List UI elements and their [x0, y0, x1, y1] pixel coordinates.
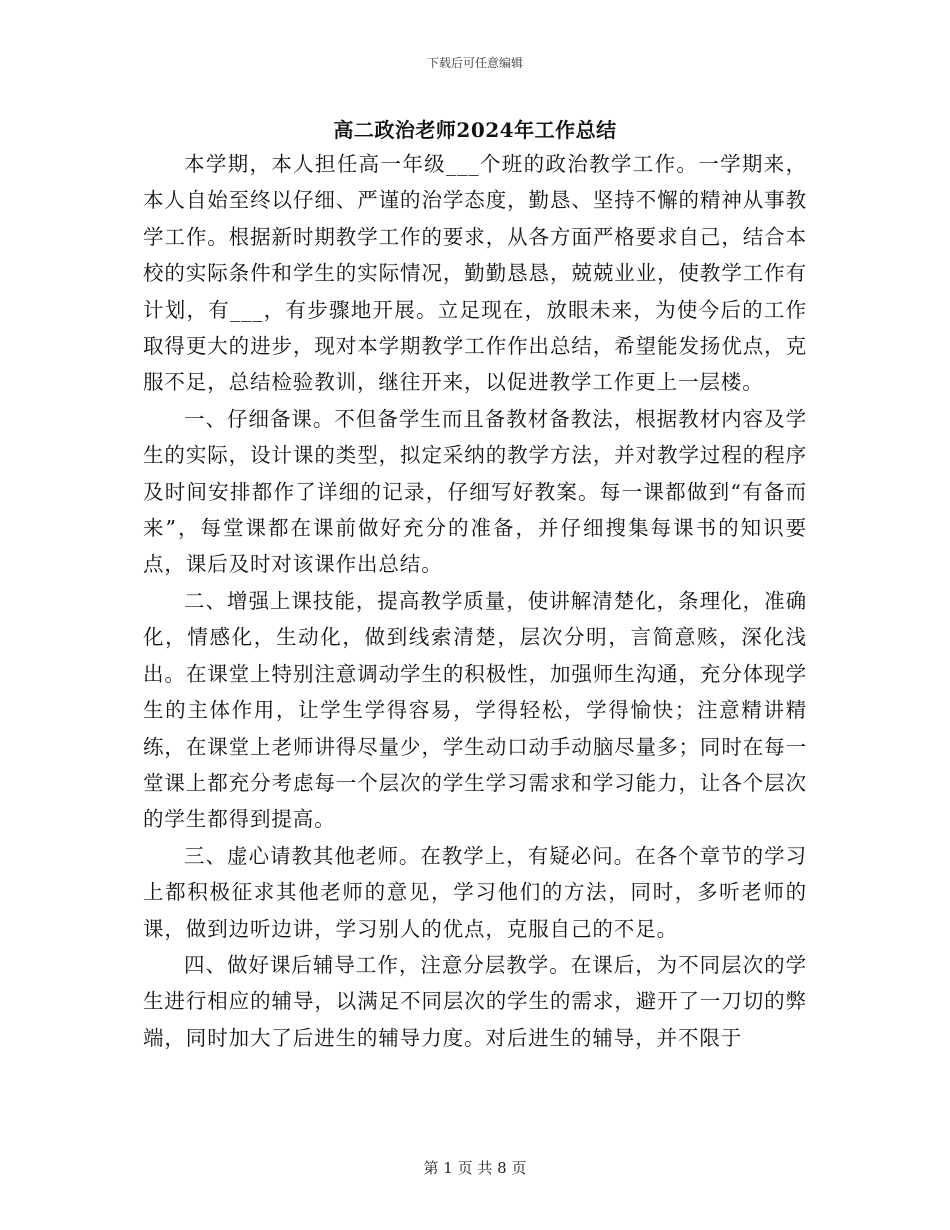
- page-number-footer: 第 1 页 共 8 页: [423, 1159, 527, 1177]
- page-header-note: 下载后可任意编辑: [426, 56, 523, 70]
- document-body: [143, 146, 807, 1056]
- paragraph-section-1: 一、仔细备课。不但备学生而且备教材备教法，根据教材内容及学生的实际，设计课的类型，拟定采纳的教学方法，并对教学过程的程序及时间安排都作了详细的记录，仔细写好教案。每一课都做到“有备而来”，每堂课都在课前做好充分的准备，并仔细搜集每课书的知识要点，课后及时对该课作出总结。: [143, 406, 807, 577]
- document-title: 高二政治老师2024年工作总结: [333, 118, 617, 142]
- paragraph-section-2: 二、增强上课技能，提高教学质量，使讲解清楚化，条理化，准确化，情感化，生动化，做到线索清楚，层次分明，言简意赅，深化浅出。在课堂上特别注意调动学生的积极性，加强师生沟通，充分体现学生的主体作用，让学生学得容易，学得轻松，学得愉快；注意精讲精练，在课堂上老师讲得尽量少，学生动口动手动脑尽量多；同时在每一堂课上都充分考虑每一个层次的学生学习需求和学习能力，让各个层次的学生都得到提高。: [143, 588, 807, 832]
- paragraph-intro: 本学期，本人担任高一年级___个班的政治教学工作。一学期来，本人自始至终以仔细、严谨的治学态度，勤恳、坚持不懈的精神从事教学工作。根据新时期教学工作的要求，从各方面严格要求自己，结合本校的实际条件和学生的实际情况，勤勤恳恳，兢兢业业，使教学工作有计划，有___，有步骤地开展。立足现在，放眼未来，为使今后的工作取得更大的进步，现对本学期教学工作作出总结，希望能发扬优点，克服不足，总结检验教训，继往开来，以促进教学工作更上一层楼。: [143, 152, 807, 395]
- paragraph-section-3: 三、虚心请教其他老师。在教学上，有疑必问。在各个章节的学习上都积极征求其他老师的意见，学习他们的方法，同时，多听老师的课，做到边听边讲，学习别人的优点，克服自己的不足。: [143, 843, 807, 941]
- paragraph-section-4: 四、做好课后辅导工作，注意分层教学。在课后，为不同层次的学生进行相应的辅导，以满足不同层次的学生的需求，避开了一刀切的弊端，同时加大了后进生的辅导力度。对后进生的辅导，并不限于: [143, 952, 807, 1050]
